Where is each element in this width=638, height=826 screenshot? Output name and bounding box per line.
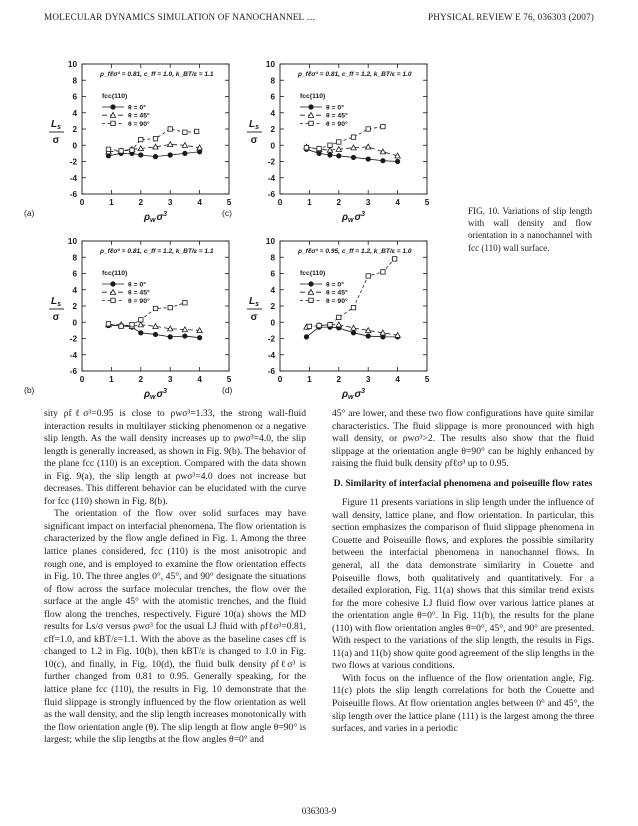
- panel-parameters: ρ_fℓσ³ = 0.81, c_ff = 1.2, k_BT/ε = 1.0: [298, 71, 412, 78]
- data-point: [366, 334, 370, 338]
- series-line: [306, 127, 382, 149]
- data-point: [317, 323, 321, 327]
- y-tick-label: -6: [69, 367, 77, 376]
- data-point: [395, 159, 399, 163]
- section-heading: D. Similarity of interfacial phenomena and poiseuille flow rates: [333, 477, 593, 489]
- legend: [102, 93, 150, 128]
- figure-caption: FIG. 10. Variations of slip length with wall density and flow orientation in a nanochannel with fcc (110) wall surface.: [468, 206, 592, 253]
- y-tick-label: -6: [267, 190, 275, 199]
- y-axis-label-denominator: σ: [250, 135, 258, 146]
- x-tick-label: 3: [365, 198, 371, 207]
- panel-label: (b): [24, 385, 35, 395]
- paragraph: With focus on the influence of the flow orientation angle, Fig. 11(c) plots the slip length correlations for both the Couette and Poiseuille flows. At flow orientation angles between 0° and 45°, the slip length over the lattice plane (111) is the largest among the three surfaces, and varies in a periodic: [332, 672, 594, 735]
- legend-marker: [111, 121, 115, 125]
- x-axis-label-sub: w: [150, 394, 156, 401]
- y-tick-label: -2: [267, 334, 275, 344]
- slip-length-chart: [242, 233, 437, 401]
- legend-marker: [111, 105, 115, 109]
- data-point: [183, 301, 187, 305]
- x-axis-label-sup: 3: [163, 388, 168, 395]
- x-axis-label-sigma: σ: [354, 389, 362, 400]
- x-axis-label-sub: w: [348, 217, 354, 224]
- legend-label: θ = 45°: [128, 112, 150, 120]
- slip-length-chart: [44, 56, 239, 224]
- data-point: [366, 127, 370, 131]
- y-axis-label-sub: s: [255, 301, 260, 308]
- x-axis-label: $\rho_w\sigma^3$: [143, 388, 168, 401]
- x-tick-label: 2: [336, 375, 342, 384]
- legend-label: θ = 0°: [326, 281, 344, 289]
- data-point: [304, 145, 308, 149]
- x-tick-label: 4: [197, 375, 202, 384]
- legend-title: fcc(110): [102, 93, 128, 100]
- data-point: [106, 322, 110, 326]
- x-tick-label: 1: [109, 375, 114, 384]
- y-tick-label: 4: [72, 108, 77, 118]
- y-axis-label: $L_s$: [248, 119, 260, 131]
- x-tick-label: 0: [79, 198, 85, 207]
- data-point: [366, 274, 370, 278]
- x-tick-label: 5: [226, 375, 232, 384]
- y-tick-label: 4: [72, 285, 77, 295]
- series-line: [108, 303, 184, 327]
- x-tick-label: 0: [277, 198, 283, 207]
- figure-panel-a: [24, 56, 239, 224]
- x-axis-label-sub: w: [150, 217, 156, 224]
- x-tick-label: 2: [336, 198, 342, 207]
- data-point: [183, 151, 187, 155]
- data-point: [351, 305, 355, 309]
- legend-label: θ = 45°: [128, 289, 150, 297]
- x-tick-label: 5: [424, 198, 430, 207]
- page-number: 036303-9: [301, 806, 337, 816]
- data-point: [139, 153, 143, 157]
- y-tick-label: -6: [267, 367, 275, 376]
- legend-title: fcc(110): [300, 93, 326, 100]
- data-point: [381, 124, 385, 128]
- data-point: [168, 153, 172, 157]
- legend-label: θ = 45°: [326, 289, 348, 297]
- x-axis-label-sup: 3: [361, 211, 366, 218]
- y-tick-label: -4: [267, 173, 275, 183]
- y-axis-label: $L_s$: [50, 296, 62, 308]
- y-tick-label: 8: [270, 76, 275, 86]
- data-point: [351, 325, 356, 330]
- series-line: [309, 259, 394, 326]
- x-tick-label: 4: [395, 375, 400, 384]
- data-point: [328, 143, 332, 147]
- data-point: [153, 324, 158, 329]
- panel-label: (d): [222, 385, 233, 395]
- data-point: [153, 332, 157, 336]
- y-axis-label: $L_s$: [248, 296, 260, 308]
- data-point: [351, 155, 355, 159]
- y-tick-label: -4: [69, 350, 77, 360]
- y-axis-label-denominator: σ: [52, 135, 60, 146]
- data-point: [381, 158, 385, 162]
- data-point: [317, 146, 321, 150]
- y-axis-label-sub: s: [57, 124, 62, 131]
- legend-marker: [309, 282, 313, 286]
- body-right-column: [332, 408, 594, 736]
- x-axis-label-sigma: σ: [156, 212, 164, 223]
- data-point: [351, 331, 355, 335]
- data-point: [153, 154, 157, 158]
- legend: [300, 270, 348, 305]
- data-point: [366, 157, 370, 161]
- data-point: [119, 149, 123, 153]
- data-point: [130, 322, 134, 326]
- slip-length-chart: [44, 233, 239, 401]
- figure-panel-c: [222, 56, 437, 224]
- y-tick-label: 10: [67, 60, 77, 69]
- panel-parameters: ρ_fℓσ³ = 0.81, c_ff = 1.0, k_BT/ε = 1.1: [100, 71, 214, 78]
- data-point: [197, 335, 201, 339]
- legend-marker: [111, 298, 115, 302]
- plot-frame: [82, 64, 229, 194]
- data-point: [392, 257, 396, 261]
- y-tick-label: 6: [72, 269, 77, 279]
- data-point: [307, 324, 311, 328]
- panel-parameters: ρ_fℓσ³ = 0.95, c_ff = 1.2, k_BT/ε = 1.0: [298, 248, 412, 255]
- data-point: [351, 135, 355, 139]
- data-point: [130, 148, 134, 152]
- y-axis-label-denominator: σ: [52, 312, 60, 323]
- header-title: MOLECULAR DYNAMICS SIMULATION OF NANOCHANNEL …: [44, 12, 316, 22]
- y-tick-label: 8: [270, 253, 275, 263]
- x-axis-label: $\rho_w\sigma^3$: [341, 388, 366, 401]
- legend-label: θ = 45°: [326, 112, 348, 120]
- paragraph: sity ρfℓσ³=0.95 is close to ρwσ³=1.33, the strong wall-fluid interaction results in multilayer sticking phenomenon or a negative slip length. As the wall density increases up to ρwσ³=4.0, the slip length is generally increased, as shown in Fig. 9(b). The behavior of the plane fcc (110) is an exception. Compared with the data shown in Fig. 9(a), the slip length at ρwσ³=4.0 does not increase but decreases. This different behavior can be elucidated with the curve for fcc (110) shown in Fig. 8(b).: [44, 408, 306, 507]
- y-tick-label: 2: [72, 125, 77, 134]
- data-point: [336, 322, 341, 327]
- y-tick-label: 6: [270, 92, 275, 102]
- y-tick-label: -2: [267, 157, 275, 167]
- x-tick-label: 4: [197, 198, 202, 207]
- legend-label: θ = 90°: [128, 120, 150, 128]
- data-point: [304, 335, 308, 339]
- y-axis-label-sub: s: [57, 301, 62, 308]
- data-point: [153, 306, 157, 310]
- y-tick-label: 0: [270, 141, 275, 151]
- data-point: [183, 130, 187, 134]
- y-tick-label: -2: [69, 334, 77, 344]
- y-tick-label: 2: [270, 302, 275, 311]
- slip-length-chart: [242, 56, 437, 224]
- y-tick-label: 4: [270, 108, 275, 118]
- y-axis-label-sub: s: [255, 124, 260, 131]
- x-axis-label-sigma: σ: [354, 212, 362, 223]
- data-point: [139, 331, 143, 335]
- x-axis-label-sub: w: [348, 394, 354, 401]
- legend-label: θ = 90°: [326, 120, 348, 128]
- x-tick-label: 0: [79, 375, 85, 384]
- x-tick-label: 1: [307, 375, 312, 384]
- y-tick-label: 10: [265, 237, 275, 246]
- x-tick-label: 1: [109, 198, 114, 207]
- plot-frame: [280, 64, 427, 194]
- data-point: [194, 129, 198, 133]
- x-tick-label: 2: [138, 375, 144, 384]
- data-point: [119, 324, 123, 328]
- x-tick-label: 3: [167, 375, 173, 384]
- data-point: [168, 335, 172, 339]
- y-tick-label: 2: [72, 302, 77, 311]
- y-tick-label: -4: [267, 350, 275, 360]
- legend-marker: [111, 282, 115, 286]
- data-point: [337, 154, 341, 158]
- legend: [300, 93, 348, 128]
- panel-label: (a): [24, 208, 35, 218]
- data-point: [138, 322, 143, 327]
- y-tick-label: -6: [69, 190, 77, 199]
- x-tick-label: 3: [167, 198, 173, 207]
- data-point: [106, 147, 110, 151]
- y-tick-label: 2: [270, 125, 275, 134]
- running-header: [44, 12, 594, 26]
- legend-label: θ = 90°: [128, 297, 150, 305]
- legend-label: θ = 0°: [128, 104, 146, 112]
- legend-marker: [309, 121, 313, 125]
- x-axis-label-sigma: σ: [156, 389, 164, 400]
- data-point: [328, 322, 332, 326]
- panel-parameters: ρ_fℓσ³ = 0.81, c_ff = 1.2, k_BT/ε = 1.1: [100, 248, 214, 255]
- body-left-column: [44, 408, 306, 747]
- header-journal: PHYSICAL REVIEW E 76, 036303 (2007): [427, 12, 594, 22]
- legend-label: θ = 0°: [326, 104, 344, 112]
- paragraph: 45° are lower, and these two flow configurations have quite similar characteristics. The fluid slippage is more pronounced with high wall density, or ρwσ³>2. The results also show that the fluid slippage at the orientation angle θ=90° can be highly enhanced by raising the fluid bulk density ρfℓσ³ up to 0.95.: [332, 408, 594, 470]
- y-tick-label: 4: [270, 285, 275, 295]
- y-tick-label: 0: [72, 318, 77, 328]
- legend-label: θ = 0°: [128, 281, 146, 289]
- legend-title: fcc(110): [102, 270, 128, 277]
- x-tick-label: 4: [395, 198, 400, 207]
- x-tick-label: 0: [277, 375, 283, 384]
- panel-label: (c): [222, 208, 232, 218]
- y-axis-label-denominator: σ: [250, 312, 258, 323]
- y-tick-label: 6: [270, 269, 275, 279]
- x-axis-label: $\rho_w\sigma^3$: [341, 211, 366, 224]
- y-tick-label: 10: [67, 237, 77, 246]
- legend-marker: [309, 105, 313, 109]
- y-tick-label: -2: [69, 157, 77, 167]
- y-tick-label: 10: [265, 60, 275, 69]
- y-tick-label: -4: [69, 173, 77, 183]
- y-tick-label: 8: [72, 253, 77, 263]
- x-tick-label: 5: [424, 375, 430, 384]
- legend: [102, 270, 150, 305]
- data-point: [139, 137, 143, 141]
- data-point: [328, 153, 332, 157]
- data-point: [337, 315, 341, 319]
- x-axis-label: $\rho_w\sigma^3$: [143, 211, 168, 224]
- data-point: [168, 305, 172, 309]
- data-point: [153, 137, 157, 141]
- x-tick-label: 1: [307, 198, 312, 207]
- data-point: [168, 127, 172, 131]
- x-axis-label-sup: 3: [361, 388, 366, 395]
- y-tick-label: 6: [72, 92, 77, 102]
- x-axis-label-sup: 3: [163, 211, 168, 218]
- y-tick-label: 0: [72, 141, 77, 151]
- legend-marker: [309, 298, 313, 302]
- x-tick-label: 3: [365, 375, 371, 384]
- x-tick-label: 2: [138, 198, 144, 207]
- y-tick-label: 0: [270, 318, 275, 328]
- data-point: [183, 334, 187, 338]
- y-tick-label: 8: [72, 76, 77, 86]
- legend-title: fcc(110): [300, 270, 326, 277]
- data-point: [139, 318, 143, 322]
- series-2: [304, 124, 385, 150]
- figure-panel-d: [222, 233, 437, 401]
- figure-panel-b: [24, 233, 239, 401]
- data-point: [337, 140, 341, 144]
- paragraph: Figure 11 presents variations in slip length under the influence of wall density, lattice plane, and flow orientation. In particular, this section emphasizes the comparison of fluid slippage phenomena in Couette and Poiseuille flows, and explores the possible similarity between the interfacial phenomena in nanochannel flows. In general, all the data demonstrate similarity in Couette and Poiseuille flows, both qualitatively and quantitatively. For a detailed exploration, Fig. 11(a) shows that this similar trend exists for the more cohesive LJ fluid flow over various lattice planes at the orientation angle θ=0°. In Fig. 11(b), the results for the plane (110) with flow orientation angles θ=0°, 45°, and 90° are presented. With respect to the variations of the slip length, the results in Figs. 11(a) and 11(b) show quite good agreement of the slip lengths in the two flows at various conditions.: [332, 497, 594, 672]
- x-tick-label: 5: [226, 198, 232, 207]
- legend-label: θ = 90°: [326, 297, 348, 305]
- paragraph: The orientation of the flow over solid surfaces may have significant impact on interfacial phenomena. The flow orientation is characterized by the flow angle defined in Fig. 1. Among the three lattice planes considered, fcc (110) is the most anisotropic and rough one, and is employed to examine the flow orientation effects in Fig. 10. The three angles 0°, 45°, and 90° designate the situations of flow across the surface molecular trenches, the flow over the surface at the angle 45° with the atomistic trenches, and the fluid flow along the trenches, respectively. Figure 10(a) shows the MD results for Ls/σ versus ρwσ³ for the usual LJ fluid with ρfℓσ³=0.81, cff=1.0, and kBT/ε=1.1. With the above as the baseline cases cff is changed to 1.2 in Fig. 10(b), then kBT/ε is changed to 1.0 in Fig. 10(c), and finally, in Fig. 10(d), the fluid bulk density ρfℓσ³ is further changed from 0.81 to 0.95. Generally speaking, for the lattice plane fcc (110), the results in Fig. 10 demonstrate that the fluid slippage is strongly influenced by the flow orientation as well as the wall density, and the slip length increases monotonically with the flow orientation angle (θ). The slip length at flow angle θ=90° is largest; while the slip lengths at the flow angles θ=0° and: [44, 508, 306, 746]
- y-axis-label: $L_s$: [50, 119, 62, 131]
- data-point: [381, 270, 385, 274]
